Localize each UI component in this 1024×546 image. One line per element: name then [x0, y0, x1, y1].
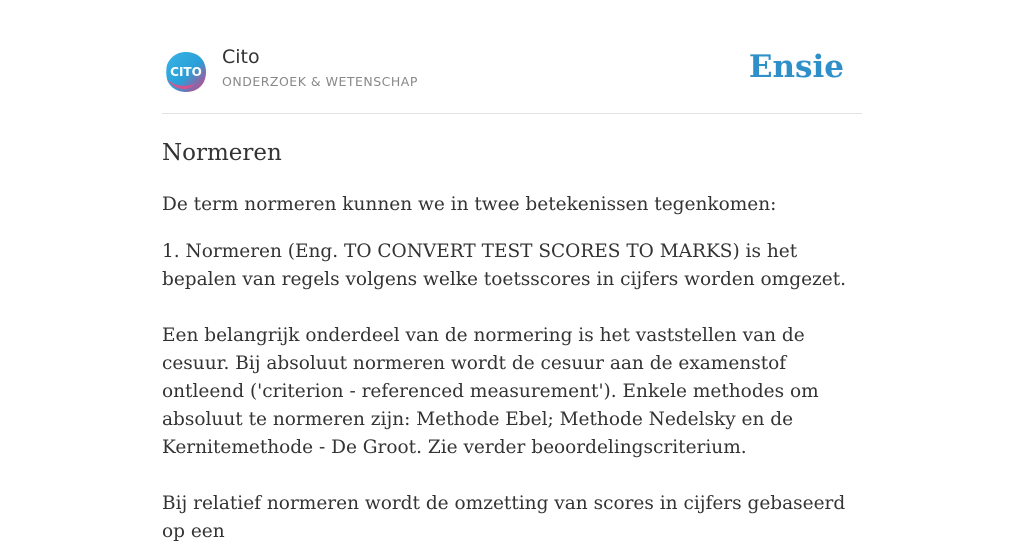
paragraph-definition-1: 1. Normeren (Eng. TO CONVERT TEST SCORES TO MARKS) is het bepalen van regels volgens welke toetsscores in cijfers worden omgezet. — [162, 241, 847, 290]
ensie-logo-link[interactable]: Ensie — [748, 49, 844, 85]
org-subtitle: ONDERZOEK & WETENSCHAP — [222, 74, 418, 89]
org-name[interactable]: Cito — [222, 46, 260, 68]
page — [162, 0, 862, 546]
logo-text: CITO — [170, 65, 202, 79]
site-header — [162, 0, 862, 114]
paragraph-absolute-norming: Een belangrijk onderdeel van de normering is het vaststellen van de cesuur. Bij absoluut normeren wordt de cesuur aan de examenstof ontleend ('criterion - referenced measurement'). Enkele methodes om absoluut te normeren zijn: Methode Ebel; Methode Nedelsky en de Kernitemethode - De Groot. Zie verder beoordelingscriterium. — [162, 325, 819, 458]
paragraph-relative-norming: Bij relatief normeren wordt de omzetting van scores in cijfers gebaseerd op een — [162, 493, 846, 542]
page-title: Normeren — [162, 140, 282, 166]
intro-text: De term normeren kunnen we in twee betekenissen tegenkomen: — [162, 194, 777, 215]
cito-logo-icon[interactable] — [165, 51, 207, 93]
